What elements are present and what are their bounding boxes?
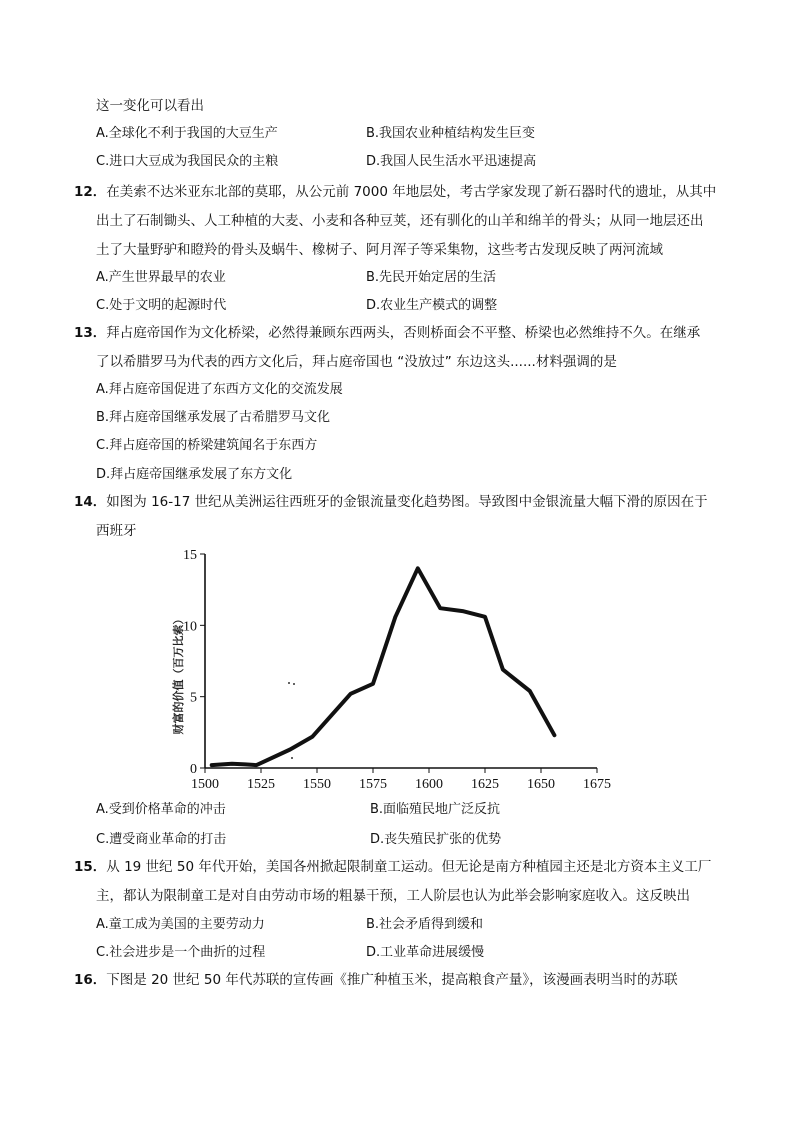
q12-option-d[interactable]: D.农业生产模式的调整 (366, 298, 498, 313)
data-point (484, 616, 486, 618)
x-tick-label: 1550 (303, 777, 331, 792)
chart-series (211, 568, 555, 766)
q11-option-c[interactable]: C.进口大豆成为我国民众的主粮 (96, 154, 279, 169)
y-axis-label: 财富的价值（百万比索） (173, 613, 185, 735)
q15-line-2: 主，都认为限制童工是对自由劳动市场的粗暴干预，工人阶层也认为此举会影响家庭收入。这反映出 (96, 888, 690, 904)
data-point (211, 764, 213, 766)
data-point (395, 616, 397, 618)
q14-line-2: 西班牙 (96, 523, 137, 539)
data-point (462, 610, 464, 612)
scan-speck (293, 683, 295, 685)
x-tick-label: 1625 (471, 777, 499, 792)
q13-line-2: 了以希腊罗马为代表的西方文化后，拜占庭帝国也 “没放过” 东边这头......材料强调的是 (96, 354, 617, 370)
q12-option-c[interactable]: C.处于文明的起源时代 (96, 298, 227, 313)
x-tick-label: 1500 (191, 777, 219, 792)
y-tick-label: 10 (183, 619, 197, 635)
q16-line-1: 下图是 20 世纪 50 年代苏联的宣传画《推广种植玉米，提高粮食产量》，该漫画表明当时的苏联 (106, 972, 678, 988)
question-16-stem (74, 970, 678, 990)
chart-tick-labels (183, 548, 611, 792)
data-point (554, 734, 556, 736)
chart-ticks (200, 554, 597, 773)
q14-option-b[interactable]: B.面临殖民地广泛反抗 (370, 802, 501, 817)
y-tick-label: 15 (183, 548, 197, 563)
q12-option-b[interactable]: B.先民开始定居的生活 (366, 270, 497, 285)
q14-option-c[interactable]: C.遭受商业革命的打击 (96, 832, 227, 847)
gold-silver-flow-chart (168, 546, 638, 798)
q13-option-b[interactable]: B.拜占庭帝国继承发展了古希腊罗马文化 (96, 410, 331, 425)
q12-option-a[interactable]: A.产生世界最早的农业 (96, 270, 226, 285)
q12-line-2: 出土了石制锄头、人工种植的大麦、小麦和各种豆荚，还有驯化的山羊和绵羊的骨头；从同一地层还出 (96, 213, 704, 229)
data-point (256, 764, 258, 766)
q13-option-a[interactable]: A.拜占庭帝国促进了东西方文化的交流发展 (96, 382, 343, 397)
data-point (245, 764, 247, 766)
q12-line-3: 土了大量野驴和瞪羚的骨头及蜗牛、橡树子、阿月浑子等采集物，这些考古发现反映了两河流域 (96, 242, 663, 258)
q15-option-b[interactable]: B.社会矛盾得到缓和 (366, 917, 484, 932)
x-tick-label: 1600 (415, 777, 443, 792)
q15-option-c[interactable]: C.社会进步是一个曲折的过程 (96, 945, 266, 960)
x-tick-label: 1650 (527, 777, 555, 792)
question-16-number: 16． (74, 972, 107, 988)
data-point (502, 669, 504, 671)
q13-option-c[interactable]: C.拜占庭帝国的桥梁建筑闻名于东西方 (96, 438, 318, 453)
data-point (372, 683, 374, 685)
question-12-number: 12． (74, 184, 107, 200)
q14-line-1: 如图为 16-17 世纪从美洲运往西班牙的金银流量变化趋势图。导致图中金银流量大幅下滑的原因在于 (106, 494, 708, 510)
data-point (312, 736, 314, 738)
q15-option-a[interactable]: A.童工成为美国的主要劳动力 (96, 917, 265, 932)
q11-stem-tail: 这一变化可以看出 (96, 98, 204, 114)
data-point (350, 693, 352, 695)
data-point (417, 568, 419, 570)
scan-speck (291, 757, 293, 759)
q11-option-a[interactable]: A.全球化不利于我国的大豆生产 (96, 126, 278, 141)
question-13-number: 13． (74, 325, 107, 341)
y-tick-label: 0 (190, 762, 197, 777)
q11-option-b[interactable]: B.我国农业种植结构发生巨变 (366, 126, 536, 141)
data-point (529, 690, 531, 692)
q13-option-d[interactable]: D.拜占庭帝国继承发展了东方文化 (96, 467, 293, 482)
question-14-number: 14． (74, 494, 107, 510)
question-15-stem (74, 857, 711, 877)
y-tick-label: 5 (190, 690, 197, 706)
data-point (231, 763, 233, 765)
q11-option-d[interactable]: D.我国人民生活水平迅速提高 (366, 154, 537, 169)
q14-option-d[interactable]: D.丧失殖民扩张的优势 (370, 832, 502, 847)
q13-line-1: 拜占庭帝国作为文化桥梁，必然得兼顾东西两头，否则桥面会不平整、桥梁也必然维持不久。在继承 (106, 325, 701, 341)
chart-axes (205, 554, 597, 768)
scan-speck (288, 682, 290, 684)
q15-option-d[interactable]: D.工业革命进展缓慢 (366, 945, 485, 960)
data-point (439, 607, 441, 609)
x-tick-label: 1525 (247, 777, 275, 792)
data-point (289, 749, 291, 751)
q15-line-1: 从 19 世纪 50 年代开始，美国各州掀起限制童工运动。但无论是南方种植园主还是北方资本主义工厂 (106, 859, 712, 875)
question-15-number: 15． (74, 859, 107, 875)
q12-line-1: 在美索不达米亚东北部的莫耶，从公元前 7000 年地层处，考古学家发现了新石器时代的遗址，从其中 (106, 184, 717, 200)
x-tick-label: 1675 (583, 777, 611, 792)
q14-option-a[interactable]: A.受到价格革命的冲击 (96, 802, 226, 817)
x-tick-label: 1575 (359, 777, 387, 792)
question-12-stem (74, 182, 716, 202)
question-14-stem (74, 492, 708, 512)
series-line (212, 568, 555, 765)
question-13-stem (74, 323, 700, 343)
